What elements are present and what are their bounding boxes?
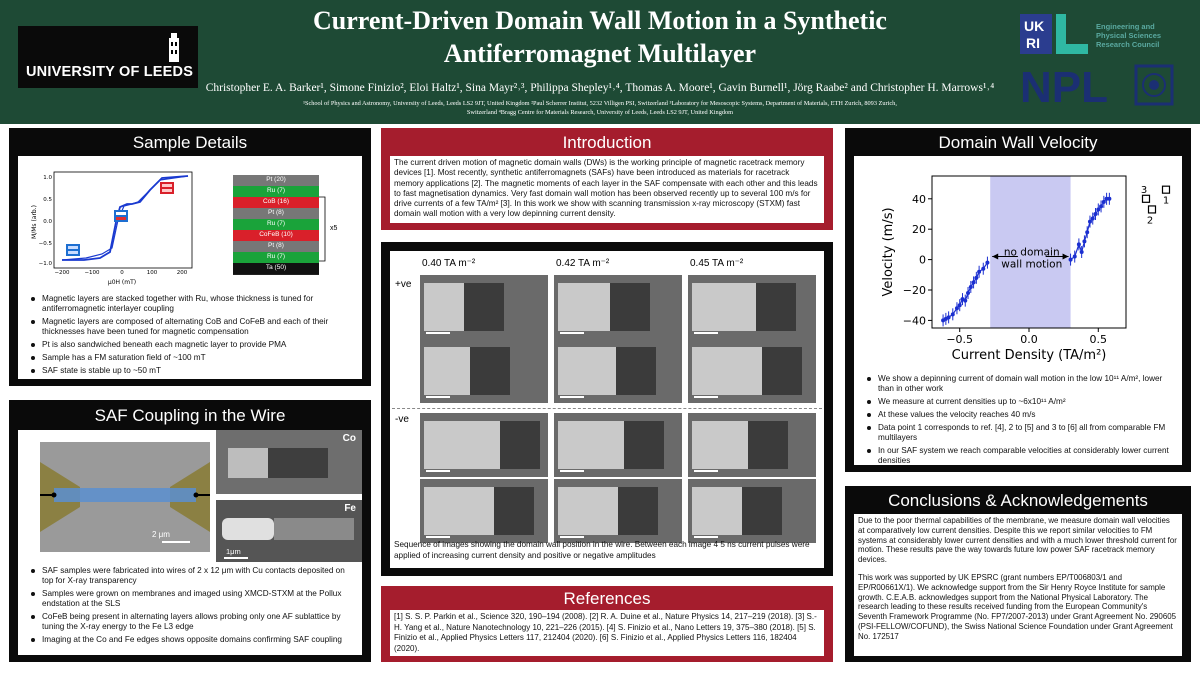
sample-details-panel (9, 128, 371, 386)
spin-state-icon (66, 244, 80, 256)
references-title: References (563, 589, 651, 608)
data-point (1085, 230, 1089, 234)
stxm-image (554, 339, 682, 403)
row-label-negative: -ve (395, 414, 409, 425)
data-point (1094, 212, 1098, 216)
layer-3: Pt (8) (233, 208, 319, 220)
plot-ytick: 0.0 (43, 219, 52, 225)
leeds-logo (18, 26, 198, 88)
series-line (1071, 199, 1110, 260)
x-tick-label: 0.0 (1020, 333, 1038, 346)
divider (392, 408, 822, 409)
plot-xtick: 200 (176, 270, 188, 276)
plot-xtick: −100 (84, 270, 100, 276)
ukri-logo (1020, 14, 1185, 60)
annotation-text: no domain (1003, 246, 1060, 259)
epsrc-text: Engineering and Physical Sciences Research Council (1096, 22, 1162, 49)
data-point (947, 315, 951, 319)
stxm-image (554, 413, 682, 477)
plot-xlabel: μ0H (mT) (107, 279, 137, 286)
column-label: 0.40 TA m⁻² (422, 258, 476, 269)
data-point (974, 276, 978, 280)
x-tick-label: 0.5 (1089, 333, 1108, 346)
image-sequence-panel (381, 242, 833, 576)
tower-icon (164, 32, 184, 62)
title-line-1: Current-Driven Domain Wall Motion in a Synthetic (313, 6, 887, 35)
data-point (958, 303, 962, 307)
saf-bullets (26, 566, 356, 648)
data-point (1099, 204, 1103, 208)
layer-5: CoFeB (10) (233, 230, 319, 242)
reference-point (1163, 186, 1170, 193)
layer-4: Ru (7) (233, 219, 319, 231)
list-item: Sample has a FM saturation field of ~100 mT (42, 353, 356, 363)
data-point (1073, 255, 1077, 259)
image-caption: Sequence of images showing the domain wall position in the wire. Between each image 4 5 ns current pulses were applied of increasing current density and positive or negative amplitudes (394, 540, 810, 560)
data-point (1088, 220, 1092, 224)
list-item: Pt is also sandwiched beneath each magnetic layer to provide PMA (42, 340, 356, 350)
hysteresis-plot (22, 162, 202, 288)
layer-2: CoB (16) (233, 197, 319, 209)
list-item: Magnetic layers are stacked together with Ru, whose thickness is tuned for antiferromagnetic interlayer coupling (42, 294, 356, 314)
stxm-image (554, 479, 682, 543)
list-item: At these values the velocity reaches 40 m/s (878, 410, 1176, 420)
list-item: We measure at current densities up to ~6x10¹¹ A/m² (878, 397, 1176, 407)
layer-stack (233, 175, 338, 275)
data-point (951, 312, 955, 316)
layer-0: Pt (20) (233, 175, 319, 187)
list-item: CoFeB being present in alternating layers allows probing only one AF sublattice by tuning the X-ray energy to the Fe L3 edge (42, 612, 356, 632)
data-point (966, 291, 970, 295)
data-point (1096, 207, 1100, 211)
npl-logo (1020, 64, 1175, 106)
title-line-2: Antiferromagnet Multilayer (443, 39, 757, 68)
npl-mark-text: NPL (1020, 64, 1108, 106)
stxm-image (420, 479, 548, 543)
sample-details-title: Sample Details (132, 133, 248, 152)
ukri-mark-icon (1020, 14, 1090, 54)
reference-point (1149, 206, 1156, 213)
data-point (1091, 217, 1095, 221)
y-tick-label: 20 (912, 223, 926, 237)
list-item: Magnetic layers are composed of alternating CoB and CoFeB and each of their thicknesses have been tuned for magnetic compensation (42, 317, 356, 337)
reference-point-label: 1 (1162, 195, 1170, 207)
y-tick-label: 40 (912, 192, 926, 206)
conclusions-title: Conclusions & Acknowledgements (888, 491, 1148, 510)
scale-label: 2 μm (152, 530, 170, 539)
references-text: [1] S. S. P. Parkin et al., Science 320, 190–194 (2008). [2] R. A. Duine et al., Nature Physics 14, 217–219 (2018). [3] S.-H. Yang et al., Nature Nanotechnology 10, 221–226 (2015). [4] S. Finizio et al., Nano Letters 19, 375–380 (2018). [5] S. Finizio et al., Applied Physics Letters 117, 212404 (2020). [6] S. Finizio et al., Applied Physics Letters 116, 182404 (2020). (394, 612, 817, 653)
saf-coupling-panel (9, 400, 371, 662)
saf-coupling-title: SAF Coupling in the Wire (94, 406, 286, 425)
header (0, 0, 1200, 124)
layer-7: Ru (7) (233, 252, 319, 264)
references-panel (381, 586, 833, 662)
plot-xtick: 0 (120, 270, 124, 276)
reference-point (1143, 195, 1150, 202)
device-image (40, 442, 210, 552)
leeds-logo-text: UNIVERSITY OF LEEDS (26, 64, 194, 80)
introduction-panel (381, 128, 833, 230)
list-item: Data point 1 corresponds to ref. [4], 2 to [5] and 3 to [6] all from comparable FM multilayers (878, 423, 1176, 443)
column-label: 0.45 TA m⁻² (690, 258, 744, 269)
plot-ytick: 1.0 (43, 175, 52, 181)
ukri-mark-text: UK (1024, 18, 1045, 34)
plot-xtick: 100 (146, 270, 158, 276)
fe-xmcd-image (216, 500, 362, 562)
y-axis-label: Velocity (m/s) (881, 207, 896, 297)
image-sequence-inner (390, 251, 824, 568)
reference-point-label: 2 (1146, 215, 1154, 227)
data-point (955, 306, 959, 310)
spin-state-icon (114, 210, 128, 222)
spin-state-icon (160, 182, 174, 194)
data-point (1080, 250, 1084, 254)
author-list: Christopher E. A. Barker¹, Simone Finizio², Eloi Haltz¹, Sina Mayr²˒³, Philippa Shepley¹˒⁴, Thomas A. Moore¹, Gavin Burnell¹, Jörg Raabe² and Christopher H. Marrows¹˒⁴ (205, 82, 995, 94)
repeat-label: x5 (330, 225, 338, 232)
reference-point-label: 3 (1140, 184, 1148, 196)
row-label-positive: +ve (395, 279, 412, 290)
poster-title (250, 4, 950, 70)
x-tick-label: −0.5 (946, 333, 974, 346)
acknowledgements-paragraph: This work was supported by UK EPSRC (grant numbers EP/T006803/1 and EP/R00661X/1). We acknowledge support from the Sir Henry Royce Institute for sample growth. C.E.A.B. acknowledges support from the National Physical Laboratory. The research leading to these results received funding from the European Community's Seventh Framework Programme (No. FP7/2007-2013) under Grant Agreement No. 290605 (PSI-FELLOW/COFUND), the Swiss National Science Foundation under Grant Agreement No. 172517 (858, 572, 1176, 641)
stxm-image (688, 479, 816, 543)
list-item: SAF samples were fabricated into wires of 2 x 12 μm with Cu contacts deposited on top for X-ray transparency (42, 566, 356, 586)
data-point (963, 299, 967, 303)
y-tick-label: −40 (902, 314, 926, 328)
introduction-text: The current driven motion of magnetic domain walls (DWs) is the working principle of magnetic racetrack memory devices [1]. Most recently, synthetic antiferromagnets (SAFs) have been introduced as materials for racetrack memory applications [2]. The magnetic moments of each layer in the SAF compensate with each other and this leads to fast magnetisation dynamics. Very fast domain wall motion has been observed recently up to several 100 m/s for drive currents of a few TA/m² [3]. In this work we show with scanning transmission x-ray microscopy (STXM) fast domain wall motion with a very low depinning current density. (394, 158, 818, 219)
npl-mark-icon (1020, 64, 1175, 106)
svg-text:RI: RI (1026, 35, 1040, 51)
layer-6: Pt (8) (233, 241, 319, 253)
data-point (977, 270, 981, 274)
list-item: We show a depinning current of domain wall motion in the low 10¹¹ A/m², lower than in other work (878, 374, 1176, 394)
stxm-image (688, 275, 816, 339)
data-point (1077, 242, 1081, 246)
data-point (981, 267, 985, 271)
sample-bullets (26, 294, 356, 379)
conclusions-panel (845, 486, 1191, 662)
plot-ytick: −0.5 (38, 241, 52, 247)
co-xmcd-image (216, 430, 362, 494)
list-item: Samples were grown on membranes and imaged using XMCD-STXM at the Pollux endstation at the SLS (42, 589, 356, 609)
co-edge-label: Co (342, 433, 356, 444)
affiliation-line-2: Switzerland ⁴Bragg Centre for Materials Research, University of Leeds, Leeds LS2 9JT, United Kingdom (466, 108, 734, 116)
stxm-image (554, 275, 682, 339)
list-item: In our SAF system we reach comparable velocities at considerably lower current densities (878, 446, 1176, 466)
y-tick-label: 0 (919, 253, 926, 267)
stxm-image (420, 275, 548, 339)
affiliation-line-1: ¹School of Physics and Astronomy, University of Leeds, Leeds LS2 9JT, United Kingdom ²Paul Scherrer Institut, 5232 Villigen PSI, Switzerland ³Laboratory for Mesoscopic Systems, Department of Materials, ETH Zurich, 8093 Zurich, (303, 100, 897, 107)
data-point (1102, 200, 1106, 204)
device-diagram (40, 442, 210, 552)
x-axis-label: Current Density (TA/m²) (951, 348, 1107, 363)
data-point (1107, 197, 1111, 201)
affiliations (250, 100, 950, 117)
velocity-bullets (862, 374, 1176, 469)
stxm-image (420, 339, 548, 403)
stxm-image (688, 339, 816, 403)
layer-1: Ru (7) (233, 186, 319, 198)
y-tick-label: −20 (902, 284, 926, 297)
fe-edge-label: Fe (344, 503, 356, 514)
list-item: Imaging at the Co and Fe edges shows opposite domains confirming SAF coupling (42, 635, 356, 645)
data-point (969, 285, 973, 289)
data-point (1069, 258, 1073, 262)
data-point (972, 280, 976, 284)
list-item: SAF state is stable up to ~50 mT (42, 366, 356, 376)
introduction-title: Introduction (562, 133, 652, 152)
velocity-chart (854, 156, 1182, 366)
scale-label: 1μm (226, 547, 241, 556)
plot-ytick: −1.0 (38, 261, 52, 267)
velocity-panel (845, 128, 1191, 472)
plot-xtick: −200 (54, 270, 70, 276)
stxm-image (420, 413, 548, 477)
conclusions-paragraph: Due to the poor thermal capabilities of the membrane, we measure domain wall velocities at comparatively low current densities. Despite this we report similar velocities to FM systems at considerably lower current densities and with a much lower threshold current for motion. These results pave the way towards future low power SAF racetrack memory devices. (858, 516, 1177, 565)
layer-8: Ta (50) (233, 263, 319, 275)
plot-ytick: 0.5 (43, 197, 52, 203)
annotation-text: wall motion (1001, 258, 1063, 271)
data-point (985, 261, 989, 265)
velocity-title: Domain Wall Velocity (938, 133, 1098, 152)
stxm-image (688, 413, 816, 477)
column-label: 0.42 TA m⁻² (556, 258, 610, 269)
data-point (1082, 239, 1086, 243)
plot-ylabel: M/Ms (arb.) (31, 205, 38, 239)
